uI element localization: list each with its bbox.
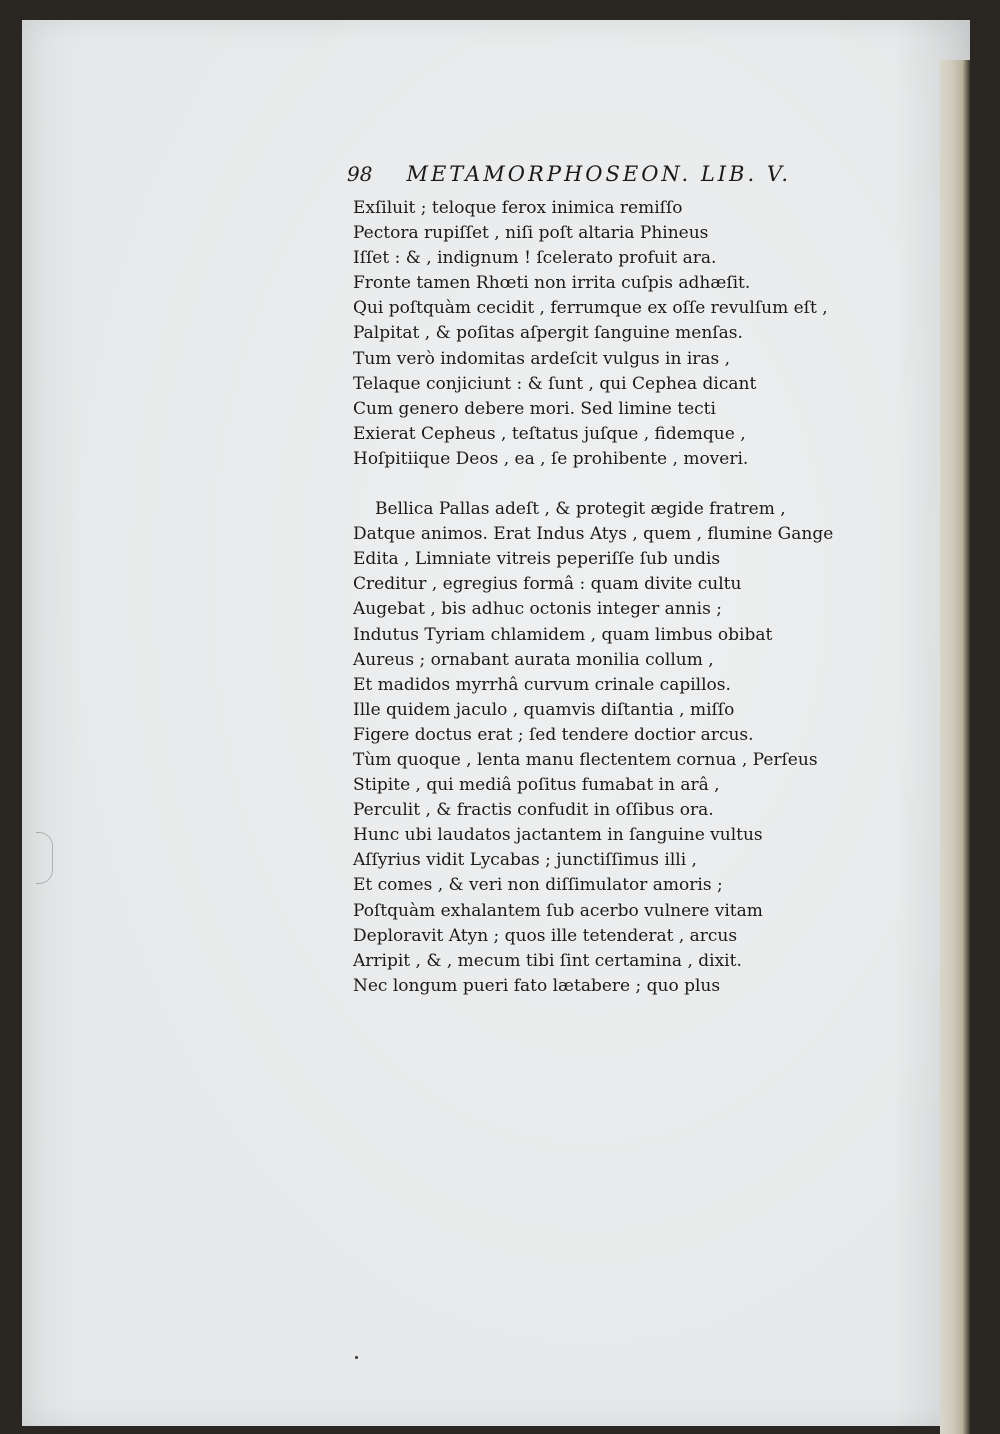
verse-line: Poſtquàm exhalantem ſub acerbo vulnere vitam	[353, 900, 763, 921]
verse-line: Palpitat , & poſitas aſpergit ſanguine menſas.	[353, 323, 743, 344]
verse-line: Figere doctus erat ; ſed tendere doctior arcus.	[353, 724, 754, 745]
verse-text-block	[347, 162, 893, 999]
verse-line: Indutus Tyriam chlamidem , quam limbus obibat	[353, 624, 773, 645]
book-page	[22, 20, 970, 1426]
verse-group-1	[353, 196, 893, 472]
running-title: METAMORPHOSEON. LIB. V.	[406, 162, 792, 186]
verse-line: Perculit , & fractis confudit in oſſibus ora.	[353, 800, 714, 821]
verse-line-indented: Bellica Pallas adeſt , & protegit ægide fratrem ,	[375, 499, 786, 520]
verse-line: Exierat Cepheus , teſtatus juſque , fidemque ,	[353, 423, 746, 444]
binding-mark	[36, 832, 53, 884]
verse-line: Et comes , & veri non diſſimulator amoris ;	[353, 875, 723, 896]
page-edge-shadow	[940, 60, 970, 1434]
ink-speck	[355, 1356, 358, 1359]
verse-line: Aſſyrius vidit Lycabas ; junctiſſimus illi ,	[353, 850, 697, 871]
verse-line: Arripit , & , mecum tibi ſint certamina , dixit.	[353, 950, 742, 971]
verse-group-2	[353, 497, 893, 999]
verse-line: Cum genero debere mori. Sed limine tecti	[353, 398, 716, 419]
verse-line: Tùm quoque , lenta manu flectentem cornua , Perſeus	[353, 749, 818, 770]
verse-line: Hoſpitiique Deos , ea , ſe prohibente , moveri.	[353, 448, 749, 469]
verse-line: Exſiluit ; teloque ferox inimica remiſſo	[353, 198, 683, 218]
verse-line: Nec longum pueri fato lætabere ; quo plus	[353, 975, 721, 996]
verse-line: Qui poſtquàm cecidit , ferrumque ex oſſe revulſum eſt ,	[353, 298, 828, 319]
verse-line: Deploravit Atyn ; quos ille tetenderat , arcus	[353, 925, 738, 946]
verse-line: Hunc ubi laudatos jactantem in ſanguine vultus	[353, 825, 763, 846]
verse-line: Et madidos myrrhâ curvum crinale capillos.	[353, 674, 731, 695]
verse-line: Tum verò indomitas ardeſcit vulgus in iras ,	[353, 348, 731, 369]
verse-line: Aureus ; ornabant aurata monilia collum ,	[353, 649, 714, 670]
verse-line: Ille quidem jaculo , quamvis diſtantia , miſſo	[353, 699, 735, 720]
verse-line: Fronte tamen Rhœti non irrita cuſpis adhæſit.	[353, 273, 751, 294]
verse-line: Stipite , qui mediâ poſitus fumabat in arâ ,	[353, 775, 720, 796]
verse-line: Telaque conjiciunt : & ſunt , qui Cephea dicant	[353, 373, 757, 394]
verse-line: Iſſet : & , indignum ! ſcelerato profuit ara.	[353, 248, 717, 269]
verse-line: Augebat , bis adhuc octonis integer annis ;	[353, 599, 722, 620]
verse-line: Creditur , egregius formâ : quam divite cultu	[353, 574, 742, 595]
stanza-gap	[353, 472, 893, 497]
verse-line: Edita , Limniate vitreis peperiſſe ſub undis	[353, 549, 721, 570]
verse-line: Pectora rupiſſet , niſi poſt altaria Phineus	[353, 223, 709, 244]
verse-line: Datque animos. Erat Indus Atys , quem , flumine Gange	[353, 524, 834, 545]
page-number: 98	[347, 162, 373, 186]
running-head	[347, 162, 893, 194]
